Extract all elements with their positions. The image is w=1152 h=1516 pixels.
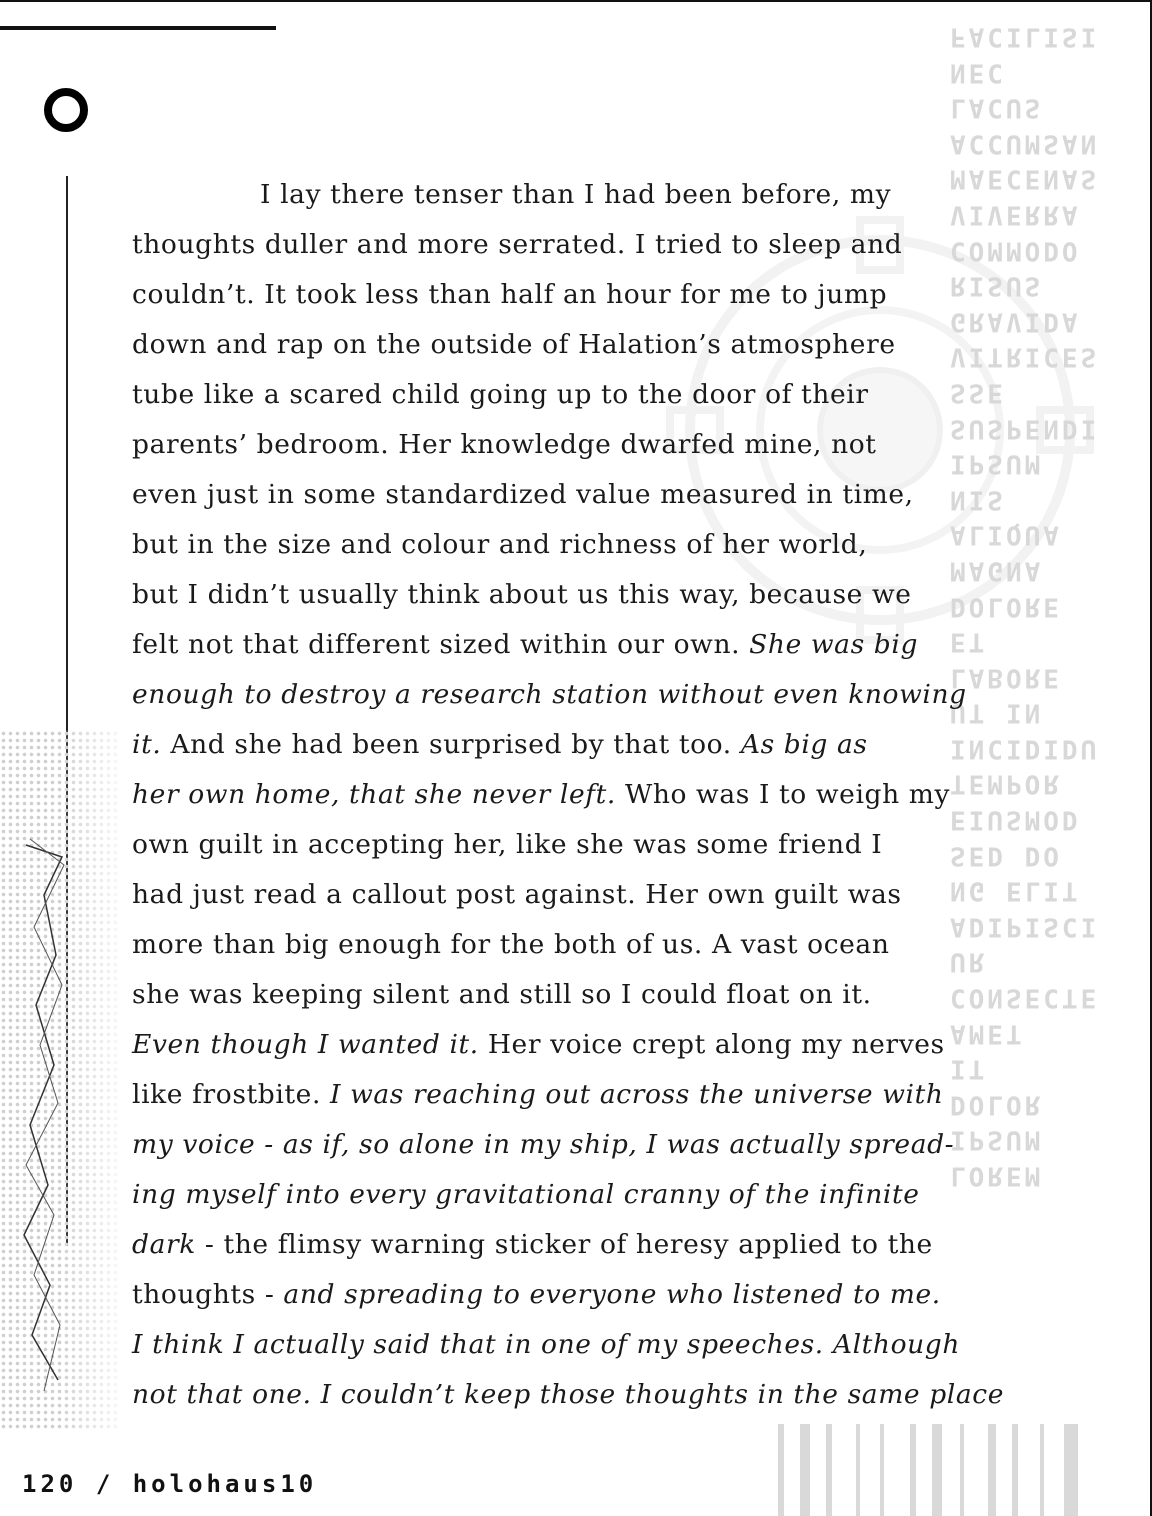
background-text-line: SSE	[950, 377, 1006, 408]
background-text-line: NEC	[950, 57, 1006, 88]
italic-text-run: She was big	[749, 629, 919, 660]
background-text-line: ALIQUA	[950, 519, 1062, 550]
italic-text-run: enough to destroy a research station without even knowing	[132, 679, 967, 710]
background-text-line: IT	[950, 1053, 988, 1084]
text-line	[132, 470, 992, 520]
text-line	[132, 670, 992, 720]
text-run: more than big enough for the both of us. A vast ocean	[132, 929, 890, 960]
italic-text-run: Even though I wanted it.	[132, 1029, 479, 1060]
zigzag-scribble-icon	[14, 835, 74, 1395]
background-text-line: LACUS	[950, 92, 1044, 123]
text-run: couldn’t. It took less than half an hour for me to jump	[132, 279, 888, 310]
barcode-bar	[826, 1424, 832, 1516]
background-text-line: SED DO	[950, 840, 1062, 871]
background-text-line: NG ELIT	[950, 875, 1081, 906]
barcode-bar	[988, 1424, 996, 1516]
background-text-line: UT IN	[950, 697, 1044, 728]
background-text-line: ET	[950, 626, 988, 657]
italic-text-run: I was reaching out across the universe with	[330, 1079, 944, 1110]
barcode-bar	[1012, 1424, 1018, 1516]
italic-text-run: and spreading to everyone who listened to me.	[283, 1279, 941, 1310]
text-line	[132, 170, 992, 220]
text-line	[132, 1220, 992, 1270]
background-text-line: ADIPISCI	[950, 911, 1100, 942]
text-run: thoughts -	[132, 1279, 284, 1310]
page-number: 120	[22, 1470, 78, 1498]
barcode-bar	[880, 1424, 884, 1516]
text-line	[132, 320, 992, 370]
text-run: had just read a callout post against. Her own guilt was	[132, 879, 902, 910]
text-run: but I didn’t usually think about us this way, because we	[132, 579, 912, 610]
text-line	[132, 270, 992, 320]
footer-separator: /	[95, 1470, 115, 1498]
text-run: like frostbite.	[132, 1079, 331, 1110]
text-run: - the flimsy warning sticker of heresy applied to the	[195, 1229, 933, 1260]
background-text-line: COMMODO	[950, 235, 1081, 266]
text-run: she was keeping silent and still so I could float on it.	[132, 979, 872, 1010]
text-line	[132, 1270, 992, 1320]
text-line	[132, 920, 992, 970]
background-text-line: EIUSMOD	[950, 804, 1081, 835]
text-line	[132, 1120, 992, 1170]
text-line	[132, 970, 992, 1020]
background-text-line: FACILISI	[950, 21, 1100, 52]
page-top-border	[0, 0, 1152, 2]
background-text-line: MAECENAS	[950, 163, 1100, 194]
text-run: own guilt in accepting her, like she was some friend I	[132, 829, 883, 860]
italic-text-run: it.	[132, 729, 162, 760]
text-run: tube like a scared child going up to the door of their	[132, 379, 869, 410]
text-line	[132, 770, 992, 820]
background-text-line: DOLOR	[950, 1089, 1044, 1120]
text-run: down and rap on the outside of Halation’s atmosphere	[132, 329, 896, 360]
text-line	[132, 870, 992, 920]
text-run: And she had been surprised by that too.	[161, 729, 741, 760]
text-line	[132, 370, 992, 420]
header-rule	[0, 26, 276, 30]
text-line	[132, 1170, 992, 1220]
italic-text-run: I think I actually said that in one of my speeches. Although	[132, 1329, 961, 1360]
text-line	[132, 620, 992, 670]
barcode-bar	[910, 1424, 916, 1516]
publication-name: holohaus10	[132, 1470, 318, 1498]
italic-text-run: my voice - as if, so alone in my ship, I was actually spread-	[132, 1129, 955, 1160]
text-run: but in the size and colour and richness of her world,	[132, 529, 868, 560]
text-run: Who was I to weigh my	[615, 779, 951, 810]
italic-text-run: ing myself into every gravitational cranny of the infinite	[132, 1179, 920, 1210]
barcode-bar	[800, 1424, 810, 1516]
background-text-line: NIS	[950, 484, 1006, 515]
barcode-bar	[1064, 1424, 1078, 1516]
page-footer	[22, 1470, 317, 1498]
background-text-line: VIVERRA	[950, 199, 1081, 230]
text-line	[132, 1370, 1005, 1420]
text-line	[132, 820, 992, 870]
text-line	[132, 1070, 992, 1120]
italic-text-run: As big as	[740, 729, 868, 760]
text-run: Her voice crept along my nerves	[478, 1029, 945, 1060]
barcode-bar	[856, 1424, 860, 1516]
background-text-line: SUSPENDI	[950, 413, 1100, 444]
background-text-line: DOLORE	[950, 591, 1062, 622]
text-run: felt not that different sized within our own.	[132, 629, 750, 660]
circle-ornament-icon	[44, 88, 88, 132]
background-text-line: TEMPOR	[950, 769, 1062, 800]
background-text-line: UR	[950, 947, 988, 978]
barcode-bar	[960, 1424, 964, 1516]
text-run: thoughts duller and more serrated. I tried to sleep and	[132, 229, 903, 260]
background-text-line: VITRICES	[950, 341, 1100, 372]
text-line	[132, 220, 992, 270]
background-text-line: LABORE	[950, 662, 1062, 693]
background-text-line: INCIDIDU	[950, 733, 1100, 764]
barcode-decoration-icon	[776, 1424, 1152, 1516]
italic-text-run: not that one. I couldn’t keep those thoughts in the same place	[132, 1379, 1005, 1410]
background-text-line: RISUS	[950, 270, 1044, 301]
text-line	[132, 720, 992, 770]
barcode-bar	[778, 1424, 784, 1516]
background-text-line: LOREM	[950, 1160, 1044, 1191]
text-line	[132, 420, 992, 470]
barcode-bar	[932, 1424, 942, 1516]
text-line	[132, 1320, 992, 1370]
background-text-line: AMET	[950, 1018, 1025, 1049]
italic-text-run: dark	[132, 1229, 196, 1260]
barcode-bar	[1040, 1424, 1044, 1516]
text-line	[132, 570, 992, 620]
text-line	[132, 520, 992, 570]
italic-text-run: her own home, that she never left.	[132, 779, 616, 810]
text-run: even just in some standardized value measured in time,	[132, 479, 914, 510]
background-text-line: ACCUMSAN	[950, 128, 1100, 159]
background-text-line: CONSECTE	[950, 982, 1100, 1013]
background-text-line: MAGNA	[950, 555, 1044, 586]
text-run: I lay there tenser than I had been before, my	[260, 179, 892, 210]
text-run: parents’ bedroom. Her knowledge dwarfed mine, not	[132, 429, 877, 460]
text-line	[132, 1020, 992, 1070]
background-text-line: GRAVIDA	[950, 306, 1081, 337]
background-text-line: IPSUM	[950, 1125, 1044, 1155]
background-text-line: IPSUM	[950, 448, 1044, 479]
